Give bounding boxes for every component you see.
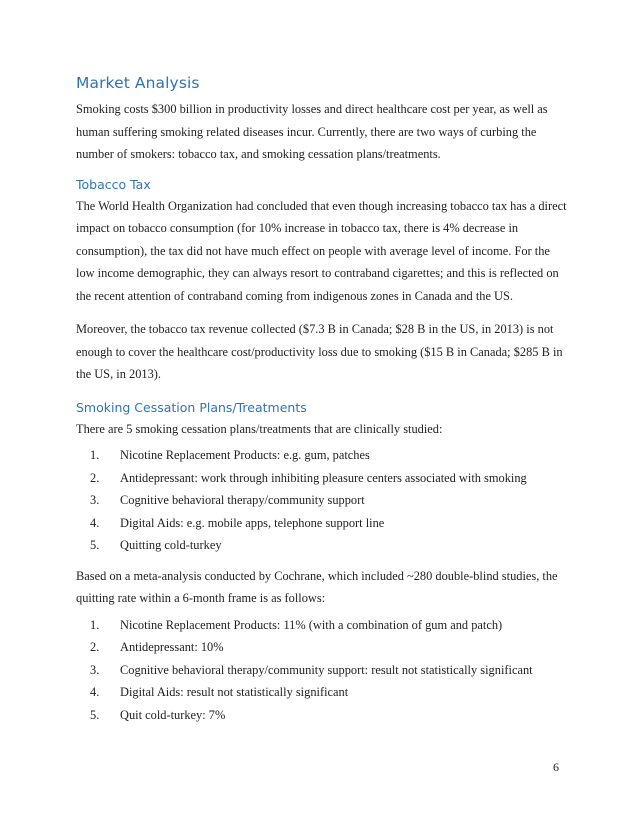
list-item-number: 5. <box>90 538 100 552</box>
list-item-text: Cognitive behavioral therapy/community support: result not statistically significant <box>120 662 533 677</box>
list-item-number: 2. <box>90 640 100 654</box>
list-item-text: Nicotine Replacement Products: e.g. gum, patches <box>120 448 370 462</box>
list-item <box>76 659 570 682</box>
list-item-text: Cognitive behavioral therapy/community support <box>120 493 365 507</box>
list-item-number: 1. <box>90 448 100 462</box>
cessation-plans-list <box>76 444 570 557</box>
list-item-text: Digital Aids: e.g. mobile apps, telephone support line <box>120 515 385 530</box>
tobacco-tax-paragraph-1: The World Health Organization had concluded that even though increasing tobacco tax has a direct impact on tobacco consumption (for 10% increase in tobacco tax, there is 4% decrease in consumption), the tax did not have much effect on people with average level of income. For the low income demographic, they can always resort to contraband cigarettes; and this is reflected on the recent attention of contraband coming from indigenous zones in Canada and the US. <box>76 198 567 303</box>
list-item-number: 2. <box>90 470 100 485</box>
list-item-number: 1. <box>90 617 100 632</box>
list-item <box>76 512 570 535</box>
list-item <box>76 489 570 512</box>
list-item-number: 4. <box>90 685 100 699</box>
list-item-text: Digital Aids: result not statistically significant <box>120 685 349 699</box>
cessation-intro-paragraph: There are 5 smoking cessation plans/treatments that are clinically studied: <box>76 421 443 436</box>
list-item-number: 4. <box>90 515 100 530</box>
intro-paragraph: Smoking costs $300 billion in productivity losses and direct healthcare cost per year, as well as human suffering smoking related diseases incur. Currently, there are two ways of curbing the number of smokers: tobacco tax, and smoking cessation plans/treatments. <box>76 102 548 161</box>
list-item <box>76 614 570 637</box>
list-item-number: 3. <box>90 662 100 677</box>
subheading-smoking-cessation: Smoking Cessation Plans/Treatments <box>76 399 307 415</box>
list-item-text: Antidepressant: work through inhibiting pleasure centers associated with smoking <box>120 470 527 485</box>
list-item <box>76 704 570 727</box>
list-item-text: Nicotine Replacement Products: 11% (with a combination of gum and patch) <box>120 617 503 632</box>
list-item-text: Antidepressant: 10% <box>120 640 224 654</box>
list-item <box>76 534 570 557</box>
list-item-number: 3. <box>90 493 100 507</box>
section-heading-market-analysis: Market Analysis <box>76 74 200 92</box>
meta-analysis-paragraph: Based on a meta-analysis conducted by Cochrane, which included ~280 double-blind studies, the quitting rate within a 6-month frame is as follows: <box>76 568 558 605</box>
list-item <box>76 681 570 704</box>
list-item-text: Quit cold-turkey: 7% <box>120 707 226 722</box>
list-item <box>76 636 570 659</box>
document-page <box>76 74 570 734</box>
page-number: 6 <box>553 760 559 774</box>
list-item <box>76 467 570 490</box>
list-item-text: Quitting cold-turkey <box>120 538 222 552</box>
list-item <box>76 444 570 467</box>
tobacco-tax-paragraph-2: Moreover, the tobacco tax revenue collected ($7.3 B in Canada; $28 B in the US, in 2013) is not enough to cover the healthcare cost/productivity loss due to smoking ($15 B in Canada; $285 B in the US, in 2013). <box>76 322 563 381</box>
subheading-tobacco-tax: Tobacco Tax <box>76 176 151 192</box>
quitting-rate-results-list <box>76 614 570 727</box>
list-item-number: 5. <box>90 707 100 722</box>
